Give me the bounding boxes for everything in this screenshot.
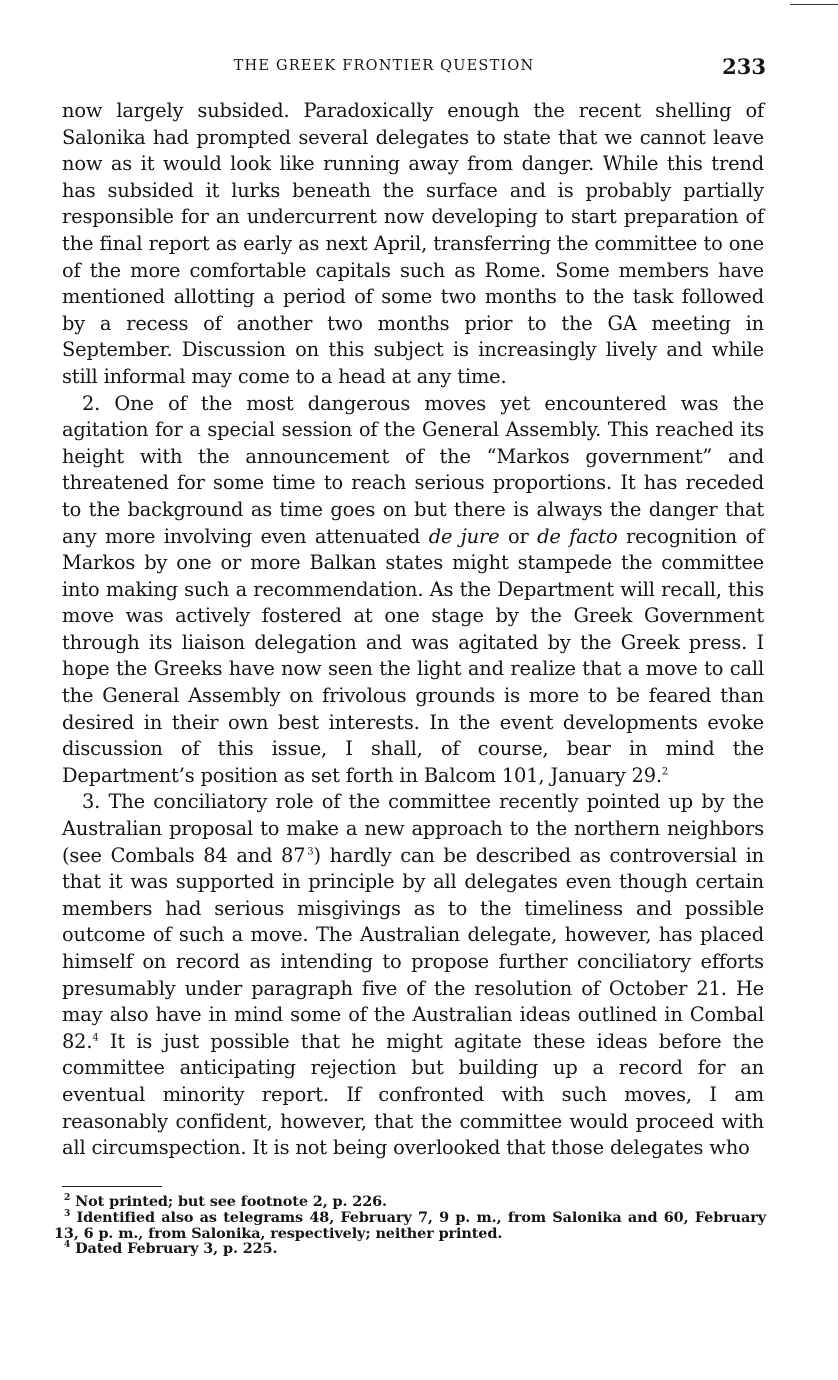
- paragraph-2-text-b: or: [499, 524, 538, 548]
- footnote-4: [54, 1241, 766, 1257]
- footnote-ref-2[interactable]: 2: [661, 766, 669, 778]
- footnote-text: Dated February 3, p. 225.: [75, 1240, 278, 1258]
- scan-edge-line: [790, 4, 838, 5]
- paragraph-2-text-a: 2. One of the most dangerous moves yet encountered was the agitation for a special session of the General Assembly. This reached its height with the announcement of the “Markos government” and threatened for some time to reach serious proportions. It has receded to the background as time goes on but there is always the danger that any more involving even attenuated: [62, 391, 764, 548]
- footnote-text: Not printed; but see footnote 2, p. 226.: [75, 1193, 387, 1210]
- running-header: [62, 54, 766, 80]
- footnote-mark: 3: [64, 1209, 71, 1219]
- footnote-ref-3[interactable]: 3: [307, 846, 314, 858]
- paragraph-2: [62, 391, 764, 790]
- footnotes: [54, 1194, 766, 1257]
- footnote-3: [54, 1210, 766, 1242]
- body-text: [62, 98, 764, 1162]
- footnote-2: [54, 1194, 766, 1210]
- paragraph-3-text-c: It is just possible that he might agitate these ideas before the committee anticipating rejection but building up a record for an eventual minority report. If confronted with such moves, I am reasonably confident, however, that the committee would proceed with all circumspection. It is not being overlooked that those delegates who: [62, 1029, 764, 1160]
- footnote-mark: 2: [64, 1193, 71, 1204]
- paragraph-3: [62, 789, 764, 1161]
- footnote-text: Identified also as telegrams 48, February 7, 9 p. m., from Salonika and 60, February 13, 6 p. m., from Salonika, respectively; neither printed.: [54, 1208, 766, 1242]
- term-de-jure: de jure: [428, 524, 500, 548]
- footnote-ref-4[interactable]: 4: [92, 1032, 99, 1044]
- paragraph-3-text-b: ) hardly can be described as controversial in that it was supported in principle by all delegates even though certain members had serious misgivings as to the timeliness and possible outcome of such a move. The Australian delegate, however, has placed himself on record as intending to propose further conciliatory efforts presumably under paragraph five of the resolution of October 21. He may also have in mind some of the Australian ideas outlined in Combal 82.: [62, 843, 764, 1053]
- page-number: 233: [722, 54, 766, 79]
- paragraph-3-text-a: 3. The conciliatory role of the committee recently pointed up by the Australian proposal to make a new approach to the northern neighbors (see Combals 84 and 87: [62, 790, 764, 867]
- term-de-facto: de facto: [537, 524, 618, 548]
- running-title: THE GREEK FRONTIER QUESTION: [233, 58, 535, 74]
- paragraph-2-text-c: recognition of Markos by one or more Balkan states might stampede the committee into making such a recommendation. As the Department will recall, this move was actively fostered at one stage by the Greek Government through its liaison delegation and was agitated by the Greek press. I hope the Greeks have now seen the light and realize that a move to call the General Assembly on frivolous grounds is more to be feared than desired in their own best interests. In the event developments evoke discussion of this issue, I shall, of course, bear in mind the Department’s position as set forth in Balcom 101, January 29.: [62, 524, 764, 787]
- footnote-divider: [62, 1186, 162, 1187]
- paragraph-continued: now largely subsided. Paradoxically enough the recent shelling of Salonika had prompted several delegates to state that we cannot leave now as it would look like running away from danger. While this trend has subsided it lurks beneath the surface and is probably partially responsible for an undercurrent now developing to start preparation of the final report as early as next April, transferring the committee to one of the more comfortable capitals such as Rome. Some members have mentioned allotting a period of some two months to the task followed by a recess of another two months prior to the GA meeting in September. Discussion on this subject is increasingly lively and while still informal may come to a head at any time.: [62, 99, 764, 388]
- footnote-mark: 4: [64, 1240, 71, 1251]
